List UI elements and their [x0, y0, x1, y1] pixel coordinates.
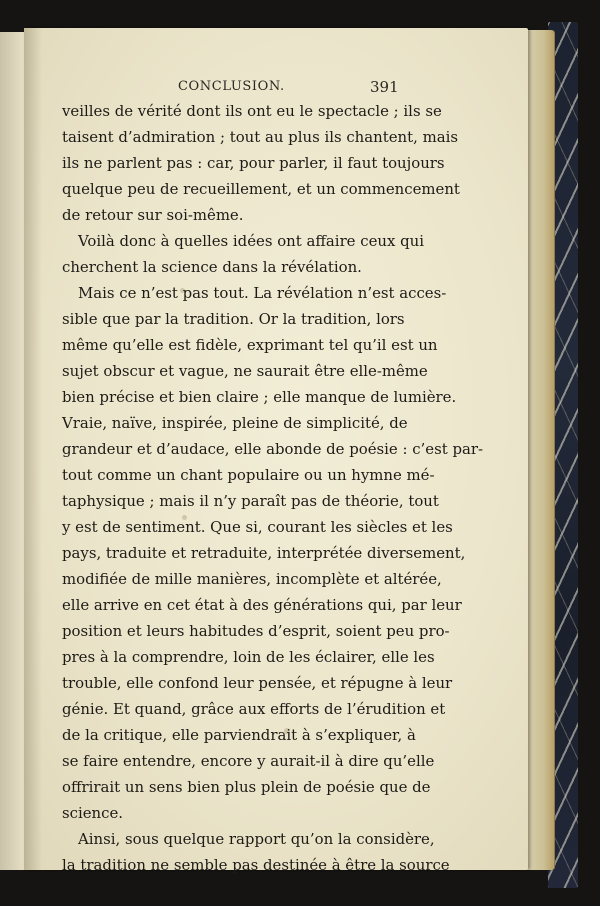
text-line: se faire entendre, encore y aurait-il à dire qu’elle: [62, 752, 435, 770]
text-line: offrirait un sens bien plus plein de poésie que de: [62, 778, 431, 796]
page-number: 391: [370, 78, 399, 96]
running-title: CONCLUSION.: [178, 79, 285, 94]
text-line: pres à la comprendre, loin de les éclairer, elle les: [62, 648, 435, 666]
text-line: sible que par la tradition. Or la tradition, lors: [62, 310, 405, 328]
text-line: ils ne parlent pas : car, pour parler, il faut toujours: [62, 154, 445, 172]
text-line: veilles de vérité dont ils ont eu le spectacle ; ils se: [62, 102, 442, 120]
body-text: [62, 98, 484, 878]
text-line: Voilà donc à quelles idées ont affaire ceux qui: [78, 232, 424, 250]
text-line: Vraie, naïve, inspirée, pleine de simplicité, de: [62, 414, 408, 432]
text-line: Mais ce n’est pas tout. La révélation n’est acces-: [78, 284, 447, 302]
text-line: y est de sentiment. Que si, courant les siècles et les: [62, 518, 453, 536]
text-line: pays, traduite et retraduite, interprétée diversement,: [62, 544, 466, 562]
text-line: modifiée de mille manières, incomplète et altérée,: [62, 570, 442, 588]
text-line: la tradition ne semble pas destinée à être la source: [62, 856, 450, 874]
text-line: trouble, elle confond leur pensée, et répugne à leur: [62, 674, 453, 692]
text-line: position et leurs habitudes d’esprit, soient peu pro-: [62, 622, 450, 640]
text-line: quelque peu de recueillement, et un commencement: [62, 180, 460, 198]
text-line: de la critique, elle parviendrait à s’expliquer, à: [62, 726, 416, 744]
text-line: même qu’elle est fidèle, exprimant tel qu’il est un: [62, 336, 438, 354]
text-line: science.: [62, 804, 124, 822]
text-line: elle arrive en cet état à des générations qui, par leur: [62, 596, 462, 614]
left-page-edge: [0, 32, 25, 870]
text-line: génie. Et quand, grâce aux efforts de l’érudition et: [62, 700, 446, 718]
text-line: grandeur et d’audace, elle abonde de poésie : c’est par-: [62, 440, 484, 458]
page-gutter-shadow: [24, 28, 42, 870]
text-line: de retour sur soi-même.: [62, 206, 244, 224]
text-line: tout comme un chant populaire ou un hymne mé-: [62, 466, 435, 484]
text-line: taphysique ; mais il n’y paraît pas de théorie, tout: [62, 492, 439, 510]
text-line: bien précise et bien claire ; elle manque de lumière.: [62, 388, 457, 406]
text-line: sujet obscur et vague, ne saurait être elle-même: [62, 362, 428, 380]
text-line: cherchent la science dans la révélation.: [62, 258, 362, 276]
text-line: taisent d’admiration ; tout au plus ils chantent, mais: [62, 128, 458, 146]
text-line: Ainsi, sous quelque rapport qu’on la considère,: [78, 830, 435, 848]
